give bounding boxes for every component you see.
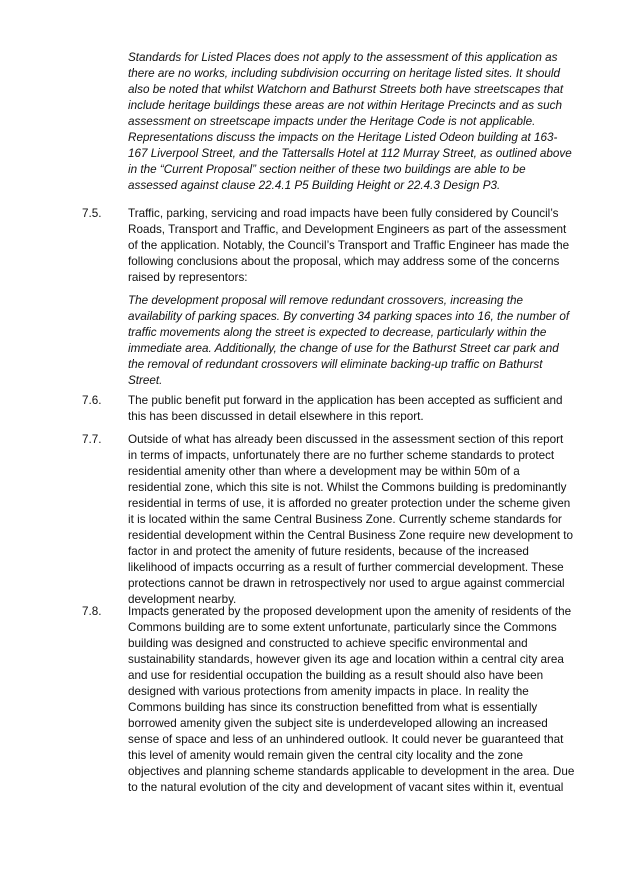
section-number-7-5: 7.5. [82,207,102,220]
heritage-continuation-paragraph: Standards for Listed Places does not apply to the assessment of this application as there are no works, including subdivision occurring on heritage listed sites. It should also be noted that whilst Watchorn and Bathurst Streets both have streetscapes that include heritage buildings these areas are not within Heritage Precincts and as such assessment on streetscape impacts under the Heritage Code is not applicable. Representations discuss the impacts on the Heritage Listed Odeon building at 163-167 Liverpool Street, and the Tattersalls Hotel at 112 Murray Street, as outlined above in the “Current Proposal” section neither of these two buildings are able to be assessed against clause 22.4.1 P5 Building Height or 22.4.3 Design P3. [128,51,572,192]
section-7-8-text: Impacts generated by the proposed development upon the amenity of residents of the Commons building are to some extent unfortunate, particularly since the Commons building was designed and constructed to achieve specific environmental and sustainability standards, however given its age and location within a central city area and use for residential occupation the building as a result should also have been designed with various protections from amenity impacts in place. In reality the Commons building has since its construction benefitted from what is essentially borrowed amenity given the subject site is underdeveloped allowing an increased sense of space and less of an unhindered outlook. It could never be guaranteed that this level of amenity would remain given the central city locality and the zone objectives and planning scheme standards applicable to development in the area. Due to the natural evolution of the city and development of vacant sites within it, eventual [128,605,575,794]
section-7-7-text: Outside of what has already been discussed in the assessment section of this report in terms of impacts, unfortunately there are no further scheme standards to protect residential amenity other than where a development may be within 50m of a residential zone, which this site is not. Whilst the Commons building is predominantly residential in terms of use, it is afforded no greater protection under the scheme given it is located within the same Central Business Zone. Currently scheme standards for residential development within the Central Business Zone require new development to factor in and protect the amenity of future residents, because of the increased likelihood of impacts occurring as a result of further commercial development. These protections cannot be drawn in retrospectively nor used to argue against commercial development nearby. [128,433,574,606]
section-number-7-7: 7.7. [82,433,102,446]
section-7-5-text: Traffic, parking, servicing and road impacts have been fully considered by Council’s Roads, Transport and Traffic, and Development Engineers as part of the assessment of the application. Notably, the Council’s Transport and Traffic Engineer has made the following conclusions about the proposal, which may address some of the concerns raised by representors: [128,207,570,284]
traffic-engineer-quote: The development proposal will remove redundant crossovers, increasing the availability of parking spaces. By converting 34 parking spaces into 16, the number of traffic movements along the street is expected to decrease, particularly within the immediate area. Additionally, the change of use for the Bathurst Street car park and the removal of redundant crossovers will eliminate backing-up traffic on Bathurst Street. [128,294,570,387]
section-number-7-8: 7.8. [82,605,102,618]
section-7-6-text: The public benefit put forward in the application has been accepted as sufficient and this has been discussed in detail elsewhere in this report. [128,394,563,423]
section-number-7-6: 7.6. [82,394,102,407]
